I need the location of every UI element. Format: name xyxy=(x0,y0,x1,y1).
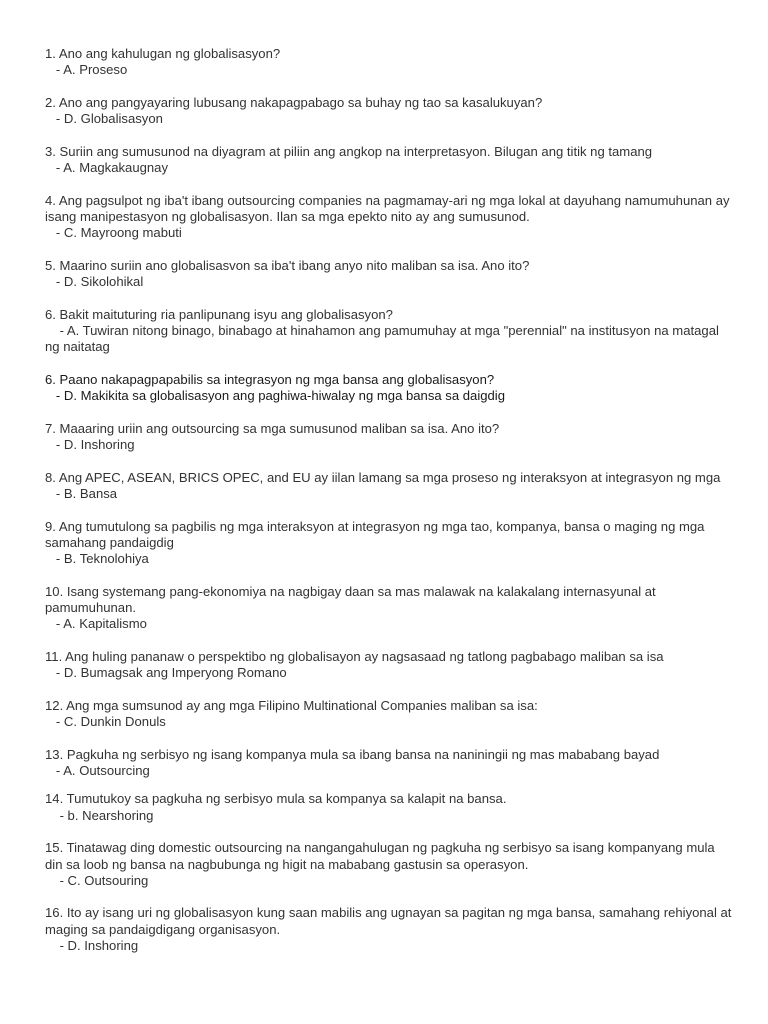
list-item xyxy=(45,470,735,503)
list-item xyxy=(45,193,735,242)
list-item xyxy=(45,649,735,682)
list-item xyxy=(45,698,735,731)
answer-text: - B. Bansa xyxy=(45,486,118,502)
list-item xyxy=(45,840,735,889)
question-text: 7. Maaaring uriin ang outsourcing sa mga sumusunod maliban sa isa. Ano ito? xyxy=(45,420,500,436)
list-item xyxy=(45,95,735,128)
answer-text: - B. Teknolohiya xyxy=(45,551,149,567)
answer-text: - A. Kapitalismo xyxy=(45,616,147,632)
list-item xyxy=(45,584,735,633)
list-item xyxy=(45,307,735,356)
answer-text: - A. Tuwiran nitong binago, binabago at hinahamon ang pamumuhay at mga "perennial" na institusyon na matagal ng naitatag xyxy=(45,323,723,355)
list-item xyxy=(45,46,735,79)
question-text: 6. Bakit maituturing ria panlipunang isyu ang globalisasyon? xyxy=(45,306,393,322)
list-item xyxy=(45,144,735,177)
answer-text: - D. Bumagsak ang Imperyong Romano xyxy=(45,665,287,681)
answer-text: - A. Proseso xyxy=(45,62,128,78)
answer-text: - D. Sikolohikal xyxy=(45,274,144,290)
question-text: 10. Isang systemang pang-ekonomiya na nagbigay daan sa mas malawak na kalakalang internasyunal at pamumuhunan. xyxy=(45,583,660,616)
answer-text: - D. Makikita sa globalisasyon ang paghiwa-hiwalay ng mga bansa sa daigdig xyxy=(45,388,506,404)
question-text: 14. Tumutukoy sa pagkuha ng serbisyo mula sa kompanya sa kalapit na bansa. xyxy=(45,791,507,807)
question-text: 8. Ang APEC, ASEAN, BRICS OPEC, and EU ay iilan lamang sa mga proseso ng interaksyon at integrasyon ng mga xyxy=(45,469,721,485)
answer-text: - b. Nearshoring xyxy=(45,807,154,823)
answer-text: - C. Mayroong mabuti xyxy=(45,225,182,241)
question-text: 1. Ano ang kahulugan ng globalisasyon? xyxy=(45,46,281,61)
question-text: 11. Ang huling pananaw o perspektibo ng globalisayon ay nagsasaad ng tatlong pagbabago maliban sa isa xyxy=(45,648,664,664)
question-text: 2. Ano ang pangyayaring lubusang nakapagpabago sa buhay ng tao sa kasalukuyan? xyxy=(45,94,543,110)
list-item xyxy=(45,905,735,954)
answer-text: - C. Outsouring xyxy=(45,872,149,888)
question-text: 5. Maarino suriin ano globalisasvon sa iba't ibang anyo nito maliban sa isa. Ano ito? xyxy=(45,257,530,273)
question-text: 4. Ang pagsulpot ng iba't ibang outsourcing companies na pagmamay-ari ng mga lokal at dayuhang namumuhunan ay isang manipestasyon ng globalisasyon. Ilan sa mga epekto nito ay ang sumusunod. xyxy=(45,192,734,224)
question-text: 16. Ito ay isang uri ng globalisasyon kung saan mabilis ang ugnayan sa pagitan ng mga bansa, samahang rehiyonal at maging sa pandaigdigang organisasyon. xyxy=(45,905,736,937)
list-item xyxy=(45,747,735,780)
list-item xyxy=(45,421,735,454)
answer-text: - C. Dunkin Donuls xyxy=(45,714,166,730)
question-text: 6. Paano nakapagpapabilis sa integrasyon ng mga bansa ang globalisasyon? xyxy=(45,371,495,387)
question-text: 12. Ang mga sumsunod ay ang mga Filipino Multinational Companies maliban sa isa: xyxy=(45,697,538,713)
answer-text: - A. Magkakaugnay xyxy=(45,160,169,176)
answer-text: - A. Outsourcing xyxy=(45,763,150,779)
question-text: 9. Ang tumutulong sa pagbilis ng mga interaksyon at integrasyon ng mga tao, kompanya, bansa o maging ng mga samahang pandaigdig xyxy=(45,518,709,550)
answer-text: - D. Inshoring xyxy=(45,437,135,453)
question-text: 15. Tinatawag ding domestic outsourcing na nangangahulugan ng pagkuha ng serbisyo sa isang kompanyang mula din sa loob ng bansa na nagbubunga ng higit na mababang gastusin sa operasyon. xyxy=(45,840,719,872)
question-text: 3. Suriin ang sumusunod na diyagram at piliin ang angkop na interpretasyon. Bilugan ang titik ng tamang xyxy=(45,143,653,159)
answer-list xyxy=(45,46,735,971)
list-item xyxy=(45,372,735,405)
answer-text: - D. Inshoring xyxy=(45,938,139,954)
question-text: 13. Pagkuha ng serbisyo ng isang kompanya mula sa ibang bansa na naniningii ng mas mababang bayad xyxy=(45,746,660,762)
list-item xyxy=(45,258,735,291)
list-item xyxy=(45,519,735,568)
list-item xyxy=(45,791,735,824)
answer-text: - D. Globalisasyon xyxy=(45,111,163,127)
